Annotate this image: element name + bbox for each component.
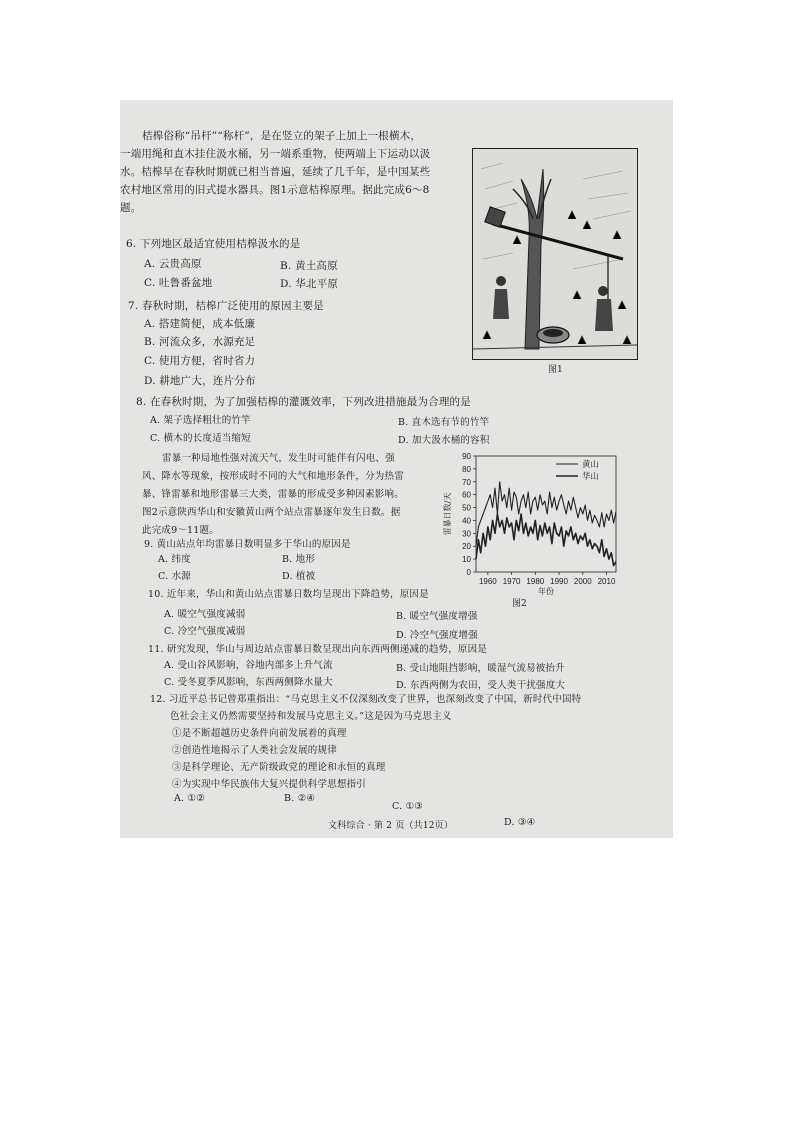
figure1-illustration bbox=[472, 148, 638, 360]
thunderstorm-days-chart bbox=[438, 448, 628, 608]
chart-lines bbox=[476, 482, 616, 566]
exam-page bbox=[120, 100, 673, 838]
q12-option-d: D. ③④ bbox=[504, 817, 536, 828]
y-tick-label: 50 bbox=[462, 503, 471, 513]
q8-option-d: D. 加大汲水桶的容积 bbox=[398, 435, 490, 446]
passage1-line4: 农村地区常用的旧式提水器具。图1示意桔槔原理。据此完成6～8 bbox=[120, 184, 430, 196]
q9-option-a: A. 纬度 bbox=[158, 554, 191, 565]
x-tick-label: 2000 bbox=[573, 577, 592, 586]
x-tick-label: 1970 bbox=[502, 577, 521, 586]
passage2-line2: 风、降水等现象，按形成时不同的大气和地形条件，分为热雷 bbox=[142, 471, 404, 482]
q7-option-d: D. 耕地广大，连片分布 bbox=[144, 375, 256, 387]
chart-legend bbox=[556, 459, 599, 482]
q12-statement-2: ②创造性地揭示了人类社会发展的规律 bbox=[172, 745, 337, 756]
passage1-line1: 桔槔俗称“吊杆”“称杆”，是在竖立的架子上加上一根横木， bbox=[142, 130, 422, 142]
q10-option-c: C. 冷空气强度减弱 bbox=[164, 626, 246, 637]
x-tick-label: 1980 bbox=[526, 577, 545, 586]
q7-option-c: C. 使用方便，省时省力 bbox=[144, 355, 256, 367]
q11-stem: 11. 研究发现，华山与周边站点雷暴日数呈现出向东西两侧递减的趋势，原因是 bbox=[148, 644, 488, 655]
y-tick-label: 20 bbox=[462, 542, 471, 552]
q12-statement-3: ③是科学理论、无产阶级政党的理论和永恒的真理 bbox=[172, 762, 386, 773]
x-axis-label: 年份 bbox=[538, 587, 554, 596]
q6-option-b: B. 黄土高原 bbox=[280, 260, 338, 272]
q6-option-d: D. 华北平原 bbox=[280, 278, 339, 290]
q8-option-c: C. 横木的长度适当缩短 bbox=[150, 433, 251, 444]
q7-option-b: B. 河流众多，水源充足 bbox=[144, 336, 256, 348]
y-tick-label: 80 bbox=[462, 464, 471, 474]
q9-option-b: B. 地形 bbox=[282, 554, 316, 565]
q11-option-b: B. 受山地阻挡影响，暖湿气流易被抬升 bbox=[396, 663, 565, 674]
y-tick-label: 60 bbox=[462, 490, 471, 500]
y-tick-label: 90 bbox=[462, 452, 471, 461]
passage1-line5: 题。 bbox=[120, 202, 142, 214]
q12-option-b: B. ②④ bbox=[284, 793, 316, 804]
y-tick-label: 10 bbox=[462, 555, 471, 565]
q8-option-a: A. 架子选择粗壮的竹竿 bbox=[150, 415, 251, 426]
legend-label: 黄山 bbox=[582, 460, 600, 470]
page-footer: 文科综合 · 第 2 页（共12页） bbox=[328, 821, 454, 831]
q12-stem-line2: 色社会主义仍然需要坚持和发展马克思主义。”这是因为马克思主义 bbox=[170, 711, 452, 722]
figure2-caption: 图2 bbox=[512, 599, 527, 609]
x-tick-label: 2010 bbox=[597, 577, 616, 586]
well-sweep-drawing bbox=[473, 149, 637, 359]
y-tick-label: 70 bbox=[462, 477, 471, 487]
q6-option-c: C. 吐鲁番盆地 bbox=[144, 277, 213, 289]
q11-option-a: A. 受山谷风影响，谷地内部多上升气流 bbox=[164, 660, 333, 671]
q7-option-a: A. 搭建简便，成本低廉 bbox=[144, 318, 256, 330]
q12-option-c: C. ①③ bbox=[392, 801, 424, 812]
q12-option-a: A. ①② bbox=[174, 793, 205, 804]
q8-stem: 8. 在春秋时期，为了加强桔槔的灌溉效率，下列改进措施最为合理的是 bbox=[136, 396, 471, 408]
q11-option-d: D. 东西两侧为农田，受人类干扰强度大 bbox=[396, 680, 566, 691]
figure1-caption: 图1 bbox=[548, 365, 563, 375]
q11-option-c: C. 受冬夏季风影响，东西两侧降水量大 bbox=[164, 677, 333, 688]
q6-stem: 6. 下列地区最适宜使用桔槔汲水的是 bbox=[126, 238, 301, 250]
x-tick-label: 1960 bbox=[478, 577, 497, 586]
q10-option-d: D. 冷空气强度增强 bbox=[396, 630, 478, 641]
q6-option-a: A. 云贵高原 bbox=[144, 258, 202, 270]
y-tick-label: 40 bbox=[462, 516, 471, 526]
passage2-line4: 图2示意陕西华山和安徽黄山两个站点雷暴逐年发生日数。据 bbox=[142, 507, 401, 518]
q8-option-b: B. 直木选有节的竹竿 bbox=[398, 417, 490, 428]
q10-option-b: B. 暖空气强度增强 bbox=[396, 611, 478, 622]
q10-stem: 10. 近年来，华山和黄山站点雷暴日数均呈现出下降趋势，原因是 bbox=[148, 589, 429, 600]
q9-stem: 9. 黄山站点年均雷暴日数明显多于华山的原因是 bbox=[144, 539, 351, 550]
passage1-line3: 水。桔槔早在春秋时期就已相当普遍，延续了几千年，是中国某些 bbox=[120, 166, 431, 178]
q12-stem-line1: 12. 习近平总书记曾郑重指出：“马克思主义不仅深刻改变了世界，也深刻改变了中国，新时代中国特 bbox=[150, 694, 582, 705]
q12-statement-4: ④为实现中华民族伟大复兴提供科学思想指引 bbox=[172, 779, 367, 790]
legend-label: 华山 bbox=[582, 472, 600, 482]
q7-stem: 7. 春秋时期，桔槔广泛使用的原因主要是 bbox=[128, 300, 324, 312]
y-axis-label: 雷暴日数/天 bbox=[443, 492, 452, 536]
x-tick-label: 1990 bbox=[550, 577, 568, 586]
passage1-line2: 一端用绳和直木挂住汲水桶，另一端系重物，使两端上下运动以汲 bbox=[120, 148, 431, 160]
passage2-line3: 暴、锋雷暴和地形雷暴三大类，雷暴的形成受多种因素影响。 bbox=[142, 489, 404, 500]
q9-option-d: D. 植被 bbox=[282, 571, 316, 582]
y-tick-label: 0 bbox=[466, 568, 471, 577]
q10-option-a: A. 暖空气强度减弱 bbox=[164, 609, 246, 620]
y-tick-label: 30 bbox=[462, 529, 471, 539]
q12-statement-1: ①是不断超越历史条件向前发展着的真理 bbox=[172, 728, 347, 739]
series-line-huashan bbox=[476, 514, 616, 566]
passage2-line5: 此完成9～11题。 bbox=[142, 525, 219, 536]
q9-option-c: C. 水源 bbox=[158, 571, 191, 582]
passage2-line1: 雷暴一种局地性强对流天气，发生时可能伴有闪电、强 bbox=[162, 453, 395, 464]
